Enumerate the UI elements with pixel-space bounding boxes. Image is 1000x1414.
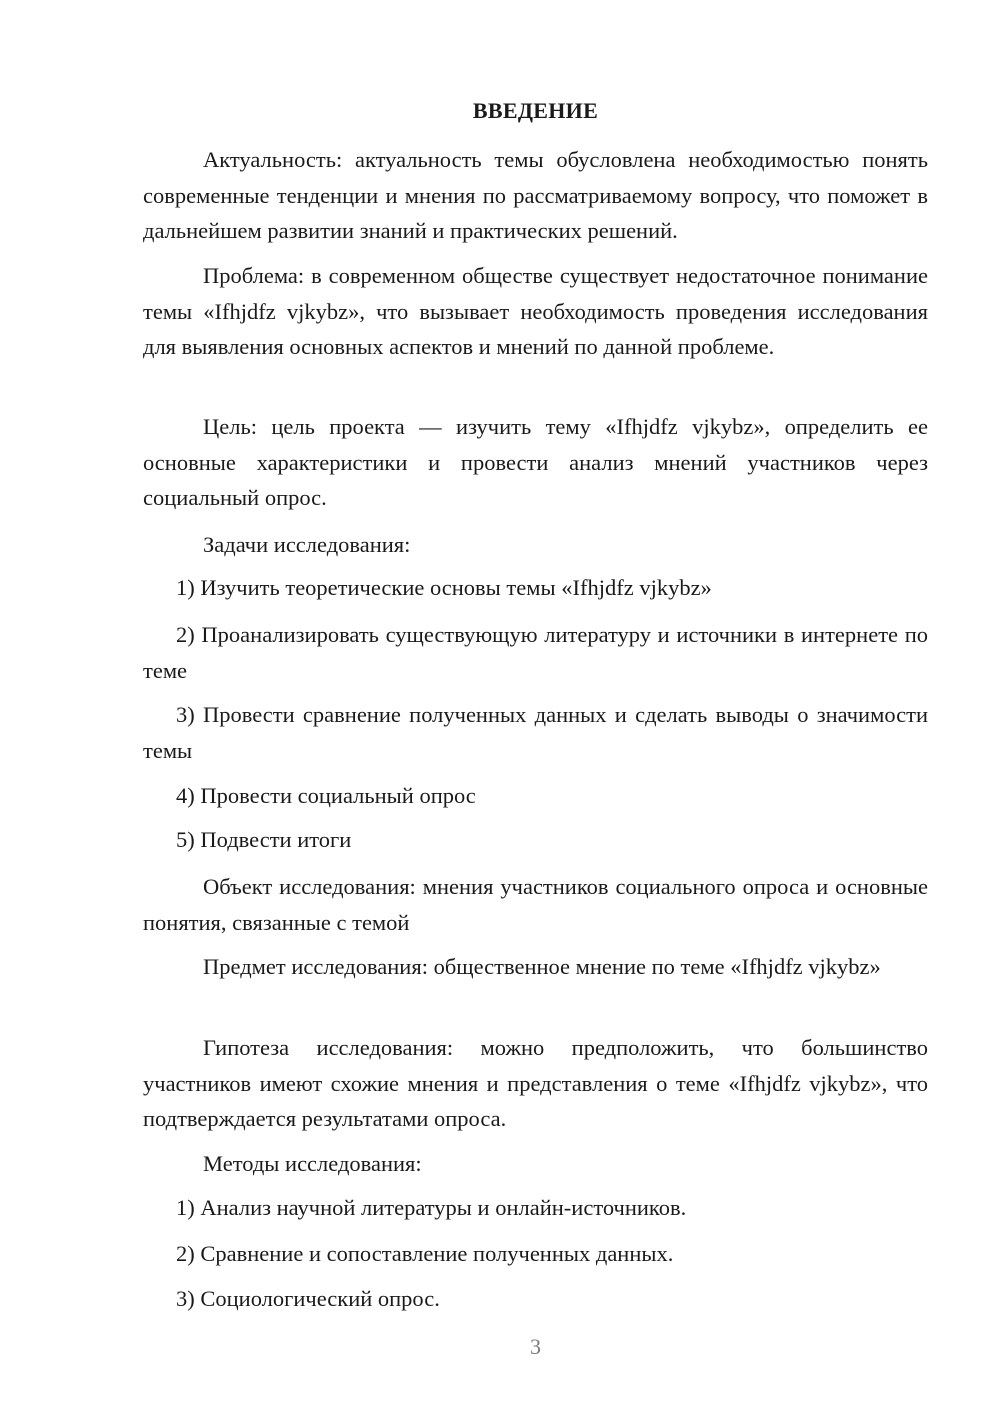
method-item: 1) Анализ научной литературы и онлайн-источников. [176, 1195, 687, 1220]
paragraph-subject: Предмет исследования: общественное мнение по теме «Ifhjdfz vjkybz» [203, 954, 881, 979]
task-item: 5) Подвести итоги [176, 827, 352, 852]
page-number: 3 [530, 1334, 541, 1359]
paragraph-relevance: Актуальность: актуальность темы обусловлена необходимостью понять современные тенденции и мнения по рассматриваемому вопросу, что поможет в дальнейшем развитии знаний и практических решений. [143, 147, 928, 243]
method-item: 2) Сравнение и сопоставление полученных данных. [176, 1241, 674, 1266]
tasks-heading: Задачи исследования: [203, 532, 411, 557]
paragraph-problem: Проблема: в современном обществе существует недостаточное понимание темы «Ifhjdfz vjkybz», что вызывает необходимость проведения исследования для выявления основных аспектов и мнений по данной проблеме. [143, 263, 928, 359]
task-item: 3) Провести сравнение полученных данных и сделать выводы о значимости темы [143, 702, 928, 763]
method-item: 3) Социологический опрос. [176, 1286, 440, 1311]
task-item: 4) Провести социальный опрос [176, 783, 476, 808]
methods-heading: Методы исследования: [203, 1151, 422, 1176]
task-item: 2) Проанализировать существующую литературу и источники в интернете по теме [143, 622, 928, 683]
paragraph-goal: Цель: цель проекта — изучить тему «Ifhjdfz vjkybz», определить ее основные характеристики и провести анализ мнений участников через социальный опрос. [143, 414, 928, 510]
section-title: ВВЕДЕНИЕ [472, 98, 599, 123]
task-item: 1) Изучить теоретические основы темы «Ifhjdfz vjkybz» [176, 575, 712, 600]
paragraph-hypothesis: Гипотеза исследования: можно предположить, что большинство участников имеют схожие мнения и представления о теме «Ifhjdfz vjkybz», что подтверждается результатами опроса. [143, 1035, 928, 1131]
paragraph-object: Объект исследования: мнения участников социального опроса и основные понятия, связанные с темой [143, 874, 928, 935]
